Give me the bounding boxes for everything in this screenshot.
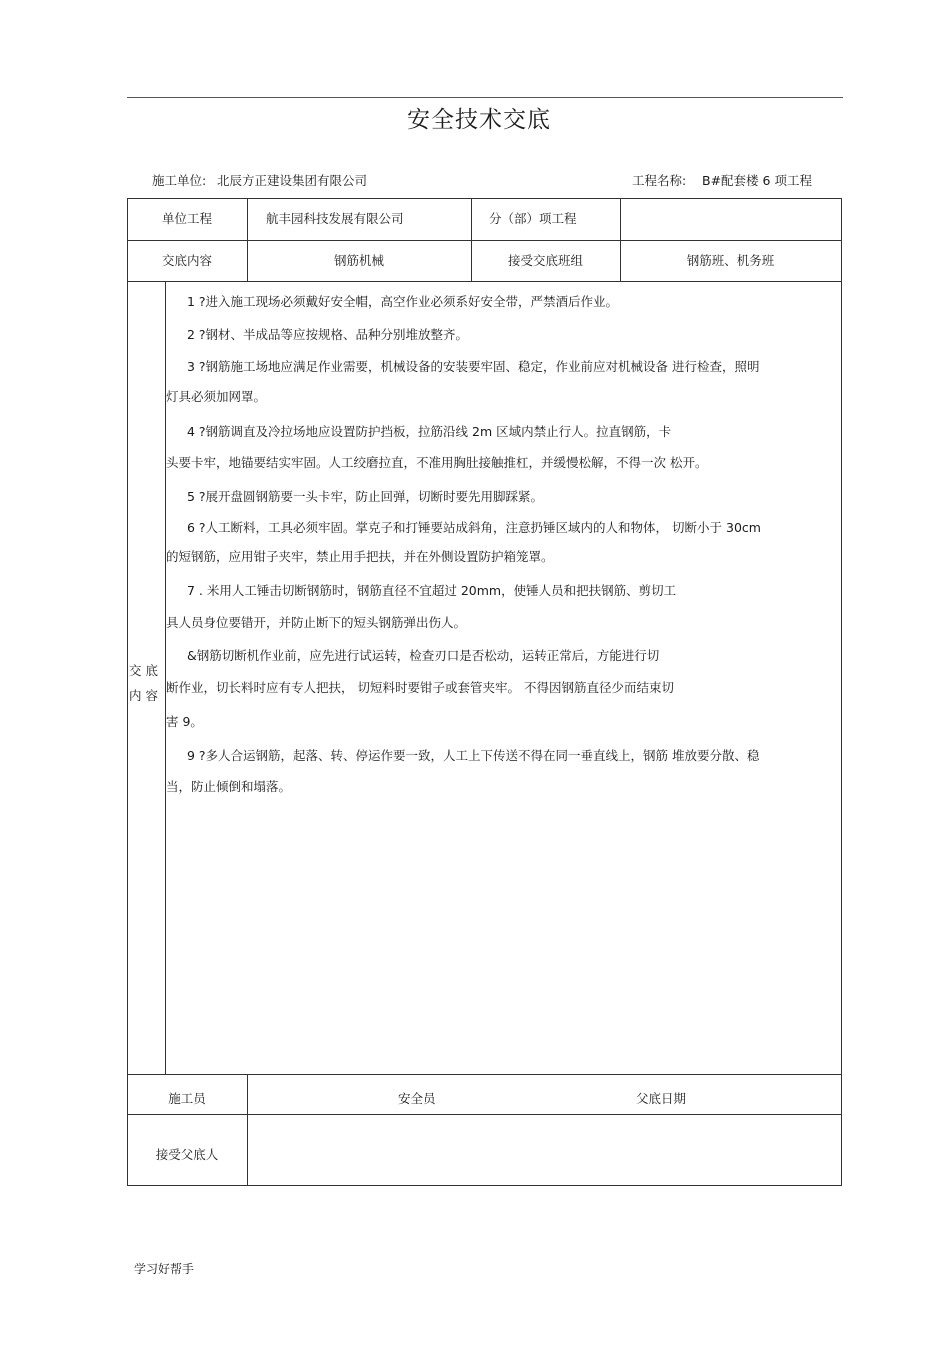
content-line: 5 ?展开盘圆钢筋要一头卡牢，防止回弹，切断时要先用脚踩紧。: [187, 489, 544, 504]
table-row-divider: [127, 1074, 842, 1075]
content-line: 2 ?钢材、半成品等应按规格、品种分别堆放整齐。: [187, 327, 469, 342]
side-label-line2: 内 容: [129, 688, 158, 703]
table-row-divider: [127, 240, 842, 241]
unit-project-label: 单位工程: [161, 211, 212, 226]
content-line: 断作业，切长料时应有专人把扶， 切短料时要钳子或套管夹牢。 不得因钢筋直径少而结束切: [166, 680, 674, 695]
page-title: 安全技术交底: [407, 107, 551, 133]
table-border-left: [127, 198, 128, 1185]
content-line: 6 ?人工断料，工具必须牢固。掌克子和打锤要站成斜角，注意扔锤区域内的人和物体， 切断小于 30cm: [187, 520, 761, 535]
receiving-team-value: 钢筋班、机务班: [686, 253, 775, 268]
constructor-label: 施工员: [168, 1091, 206, 1106]
disclosure-date-label: 父底日期: [636, 1091, 687, 1106]
table-row-divider: [127, 1114, 842, 1115]
receiver-label: 接受父底人: [155, 1147, 219, 1162]
content-line: 7 . 米用人工锤击切断钢筋时，钢筋直径不宜超过 20mm，使锤人员和把扶钢筋、剪切工: [187, 583, 677, 598]
footer-text: 学习好帮手: [134, 1262, 195, 1276]
disclosure-content-value: 钢筋机械: [333, 253, 384, 268]
content-line: 当，防止倾倒和塌落。: [166, 779, 292, 794]
side-label-line1: 交 底: [129, 663, 158, 678]
content-line: &钢筋切断机作业前，应先进行试运转，检查刃口是否松动，运转正常后，方能进行切: [187, 648, 660, 663]
project-name-value: B#配套楼 6 项工程: [702, 173, 812, 188]
disclosure-content-label: 交底内容: [161, 253, 212, 268]
sub-project-label: 分（部）项工程: [489, 211, 577, 226]
content-line: 3 ?钢筋施工场地应满足作业需要，机械设备的安装要牢固、稳定，作业前应对机械设备 进行检查，照明: [187, 359, 760, 374]
receiving-team-label: 接受交底班组: [507, 253, 583, 268]
construction-unit-label: 施工单位:: [152, 173, 207, 188]
content-line: 具人员身位要错开，并防止断下的短头钢筋弹出伤人。: [166, 615, 467, 630]
content-line: 4 ?钢筋调直及冷拉场地应设置防护挡板，拉筋沿线 2m 区域内禁止行人。拉直钢筋，卡: [187, 424, 672, 439]
content-line: 1 ?进入施工现场必须戴好安全帽，高空作业必须系好安全带，严禁酒后作业。: [187, 294, 619, 309]
table-border-right: [841, 198, 842, 1185]
safety-officer-label: 安全员: [398, 1091, 436, 1106]
table-border-bottom: [127, 1185, 842, 1186]
project-name-label: 工程名称:: [632, 173, 687, 188]
content-line: 9 ?多人合运钢筋，起落、转、停运作要一致，人工上下传送不得在同一垂直线上，钢筋 堆放要分散、稳: [187, 748, 760, 763]
content-line: 头要卡牢，地锚要结实牢固。人工绞磨拉直，不准用胸肚接触推杠，并缓慢松解，不得一次 松开。: [166, 455, 708, 470]
table-border-top: [127, 198, 842, 199]
table-column-divider: [247, 1074, 248, 1185]
unit-project-value: 航丰园科技发展有限公司: [266, 211, 404, 226]
content-line: 的短钢筋，应用钳子夹牢，禁止用手把扶，并在外侧设置防护箱笼罩。: [166, 549, 554, 564]
content-line: 灯具必须加网罩。: [166, 389, 267, 404]
table-row-divider: [127, 281, 842, 282]
construction-unit-value: 北辰方正建设集团有限公司: [217, 173, 368, 188]
top-rule: [127, 97, 843, 98]
content-line: 害 9。: [166, 714, 203, 729]
